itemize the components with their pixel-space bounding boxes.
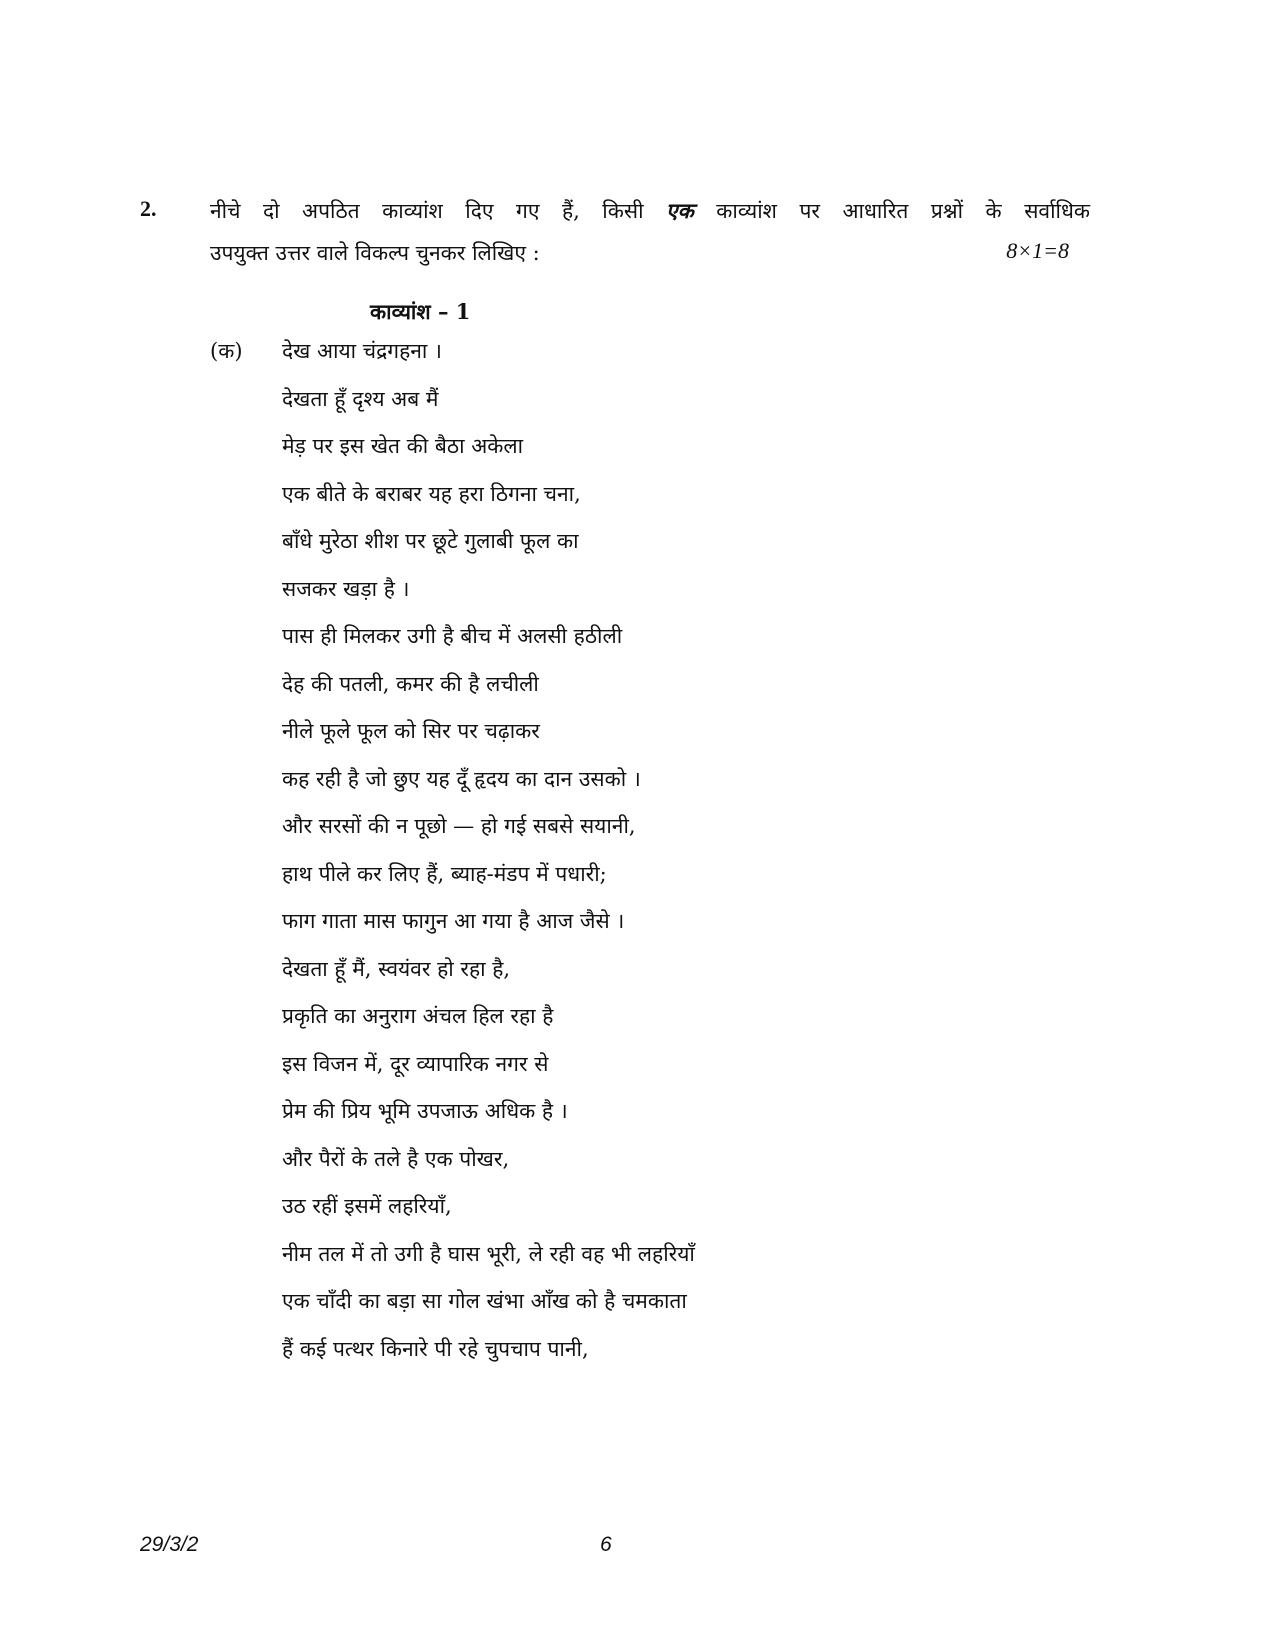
poem-line: प्रेम की प्रिय भूमि उपजाऊ अधिक है । — [282, 1099, 568, 1123]
poem-line: एक बीते के बराबर यह हरा ठिगना चना, — [282, 481, 581, 506]
poem-line: पास ही मिलकर उगी है बीच में अलसी हठीली — [282, 624, 623, 648]
poem-line: देखता हूँ मैं, स्वयंवर हो रहा है, — [282, 956, 511, 981]
poem-line: देखता हूँ दृश्य अब मैं — [282, 386, 439, 411]
instruction-text-end: काव्यांश पर आधारित प्रश्नों के सर्वाधिक — [693, 199, 1090, 223]
poem-line: एक चाँदी का बड़ा सा गोल खंभा आँख को है चमकाता — [282, 1289, 687, 1313]
section-heading: काव्यांश – 1 — [370, 299, 471, 324]
instruction-text-start: नीचे दो अपठित काव्यांश दिए गए हैं, किसी — [210, 199, 667, 223]
poem-line: उठ रहीं इसमें लहरियाँ, — [282, 1194, 452, 1218]
poem-line: हाथ पीले कर लिए हैं, ब्याह-मंडप में पधारी; — [282, 861, 607, 886]
poem-line: मेड़ पर इस खेत की बैठा अकेला — [282, 434, 524, 458]
poem-lines — [282, 336, 695, 1381]
poem-line: सजकर खड़ा है । — [282, 576, 410, 601]
poem-line: हैं कई पत्थर किनारे पी रहे चुपचाप पानी, — [282, 1336, 589, 1361]
poem-line: देह की पतली, कमर की है लचीली — [282, 671, 539, 696]
poem-line: प्रकृति का अनुराग अंचल हिल रहा है — [282, 1004, 554, 1028]
question-instruction-line-2: उपयुक्त उत्तर वाले विकल्प चुनकर लिखिए : — [210, 241, 540, 265]
poem-line: और पैरों के तले है एक पोखर, — [282, 1146, 510, 1171]
question-number: 2. — [140, 196, 157, 221]
passage-marker: (क) — [210, 339, 243, 363]
paper-code: 29/3/2 — [140, 1533, 199, 1556]
marks-allocation: 8×1=8 — [1006, 238, 1069, 263]
poem-line: इस विजन में, दूर व्यापारिक नगर से — [282, 1051, 549, 1076]
question-instruction-line-1 — [210, 190, 1090, 232]
poem-line: फाग गाता मास फागुन आ गया है आज जैसे । — [282, 909, 625, 933]
poem-line: देख आया चंद्रगहना । — [282, 339, 442, 363]
poem-line: और सरसों की न पूछो — हो गई सबसे सयानी, — [282, 814, 636, 838]
poem-line: नीले फूले फूल को सिर पर चढ़ाकर — [282, 719, 540, 743]
page-number: 6 — [600, 1533, 612, 1556]
poem-line: कह रही है जो छुए यह दूँ हृदय का दान उसको । — [282, 766, 641, 791]
poem-line: नीम तल में तो उगी है घास भूरी, ले रही वह भी लहरियाँ — [282, 1241, 695, 1266]
instruction-emphasis: एक — [666, 198, 694, 223]
poem-line: बाँधे मुरेठा शीश पर छूटे गुलाबी फूल का — [282, 529, 579, 553]
